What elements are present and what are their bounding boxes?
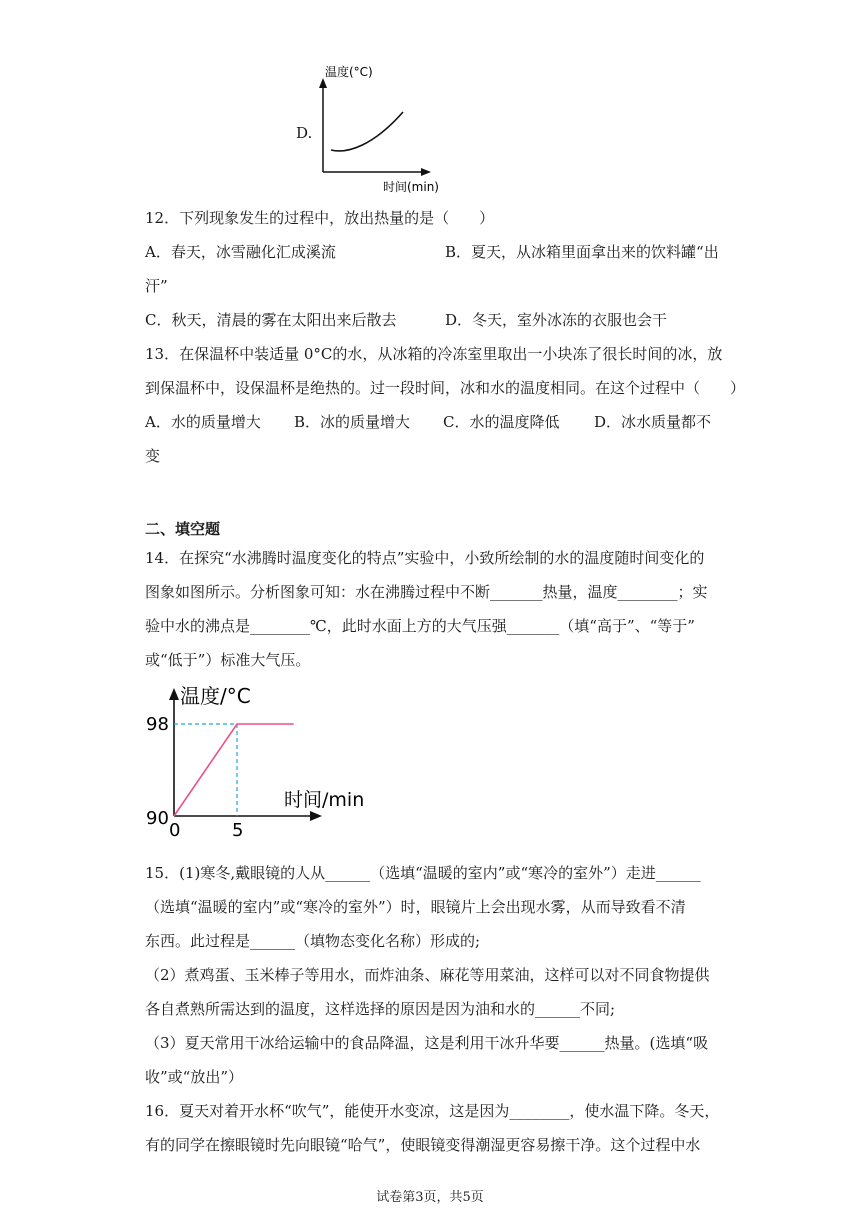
page-footer: 试卷第3页，共5页 <box>376 1190 484 1205</box>
q12-option-a: A．春天，冰雪融化汇成溪流 <box>145 243 336 261</box>
q12-option-b-cont: 汗” <box>145 277 168 295</box>
q15-line-2: （选填“温暖的室内”或“寒冷的室外”）时，眼镜片上会出现水雾，从而导致看不清 <box>145 898 686 916</box>
y-tick-90: 90 <box>146 808 169 829</box>
q12-option-d: D．冬天，室外冰冻的衣服也会干 <box>445 311 668 329</box>
q13-option-b: B．冰的质量增大 <box>294 413 411 431</box>
x-tick-0: 0 <box>169 820 181 840</box>
q12-option-c: C．秋天，清晨的雾在太阳出来后散去 <box>145 311 397 329</box>
x-axis-arrow <box>310 811 322 821</box>
y-tick-98: 98 <box>146 714 169 735</box>
q14-line-3: 验中水的沸点是________℃，此时水面上方的大气压强_______（填“高于”、“等于” <box>145 617 695 635</box>
q15-line-1: 15．(1)寒冬,戴眼镜的人从______（选填“温暖的室内”或“寒冷的室外”）走进______ <box>145 864 701 882</box>
q13-option-c: C．水的温度降低 <box>443 413 560 431</box>
series-line <box>174 724 294 816</box>
q13-option-d-cont: 变 <box>145 447 161 465</box>
q12-option-b: B．夏天，从冰箱里面拿出来的饮料罐“出 <box>445 243 719 261</box>
q15-line-3: 东西。此过程是______（填物态变化名称）形成的; <box>145 932 481 950</box>
q15-line-4: （2）煮鸡蛋、玉米棒子等用水，而炸油条、麻花等用菜油，这样可以对不同食物提供 <box>145 966 710 984</box>
chart-y-label: 温度/°C <box>180 684 251 708</box>
q14-line-2: 图象如图所示。分析图象可知：水在沸腾过程中不断_______热量，温度________；实 <box>145 583 708 601</box>
option-d-curve <box>331 112 403 151</box>
q15-line-5: 各自煮熟所需达到的温度，这样选择的原因是因为油和水的______不同; <box>145 1000 616 1018</box>
q13-stem-2: 到保温杯中，设保温杯是绝热的。过一段时间，冰和水的温度相同。在这个过程中（ ） <box>145 379 746 397</box>
q13-option-a: A．水的质量增大 <box>145 413 261 431</box>
x-tick-5: 5 <box>232 820 244 840</box>
q16-line-2: 有的同学在擦眼镜时先向眼镜“哈气”，使眼镜变得潮湿更容易擦干净。这个过程中水 <box>145 1136 701 1154</box>
option-d-label: D. <box>296 124 313 142</box>
section-title: 二、填空题 <box>145 520 221 538</box>
q16-line-1: 16．夏天对着开水杯“吹气”，能使开水变凉，这是因为________，使水温下降。冬天， <box>145 1102 720 1120</box>
q12-stem: 12．下列现象发生的过程中，放出热量的是（ ） <box>145 209 495 227</box>
q14-line-1: 14．在探究“水沸腾时温度变化的特点”实验中，小致所绘制的水的温度随时间变化的 <box>145 549 705 567</box>
option-d-graph <box>315 64 450 194</box>
y-axis-arrow <box>169 688 179 700</box>
q13-option-d: D．冰水质量都不 <box>594 413 712 431</box>
q15-line-7: 收”或“放出”） <box>145 1068 244 1086</box>
boiling-chart <box>140 680 380 840</box>
option-d-x-label: 时间(min) <box>383 180 439 194</box>
q13-stem-1: 13．在保温杯中装适量 0°C的水，从冰箱的冷冻室里取出一小块冻了很长时间的冰，放 <box>145 345 723 363</box>
option-d-y-label: 温度(°C) <box>325 65 373 79</box>
q14-line-4: 或“低于”）标准大气压。 <box>145 651 311 669</box>
chart-x-label: 时间/min <box>284 789 365 811</box>
q15-line-6: （3）夏天常用干冰给运输中的食品降温，这是利用干冰升华要______热量。(选填“吸 <box>145 1034 709 1052</box>
